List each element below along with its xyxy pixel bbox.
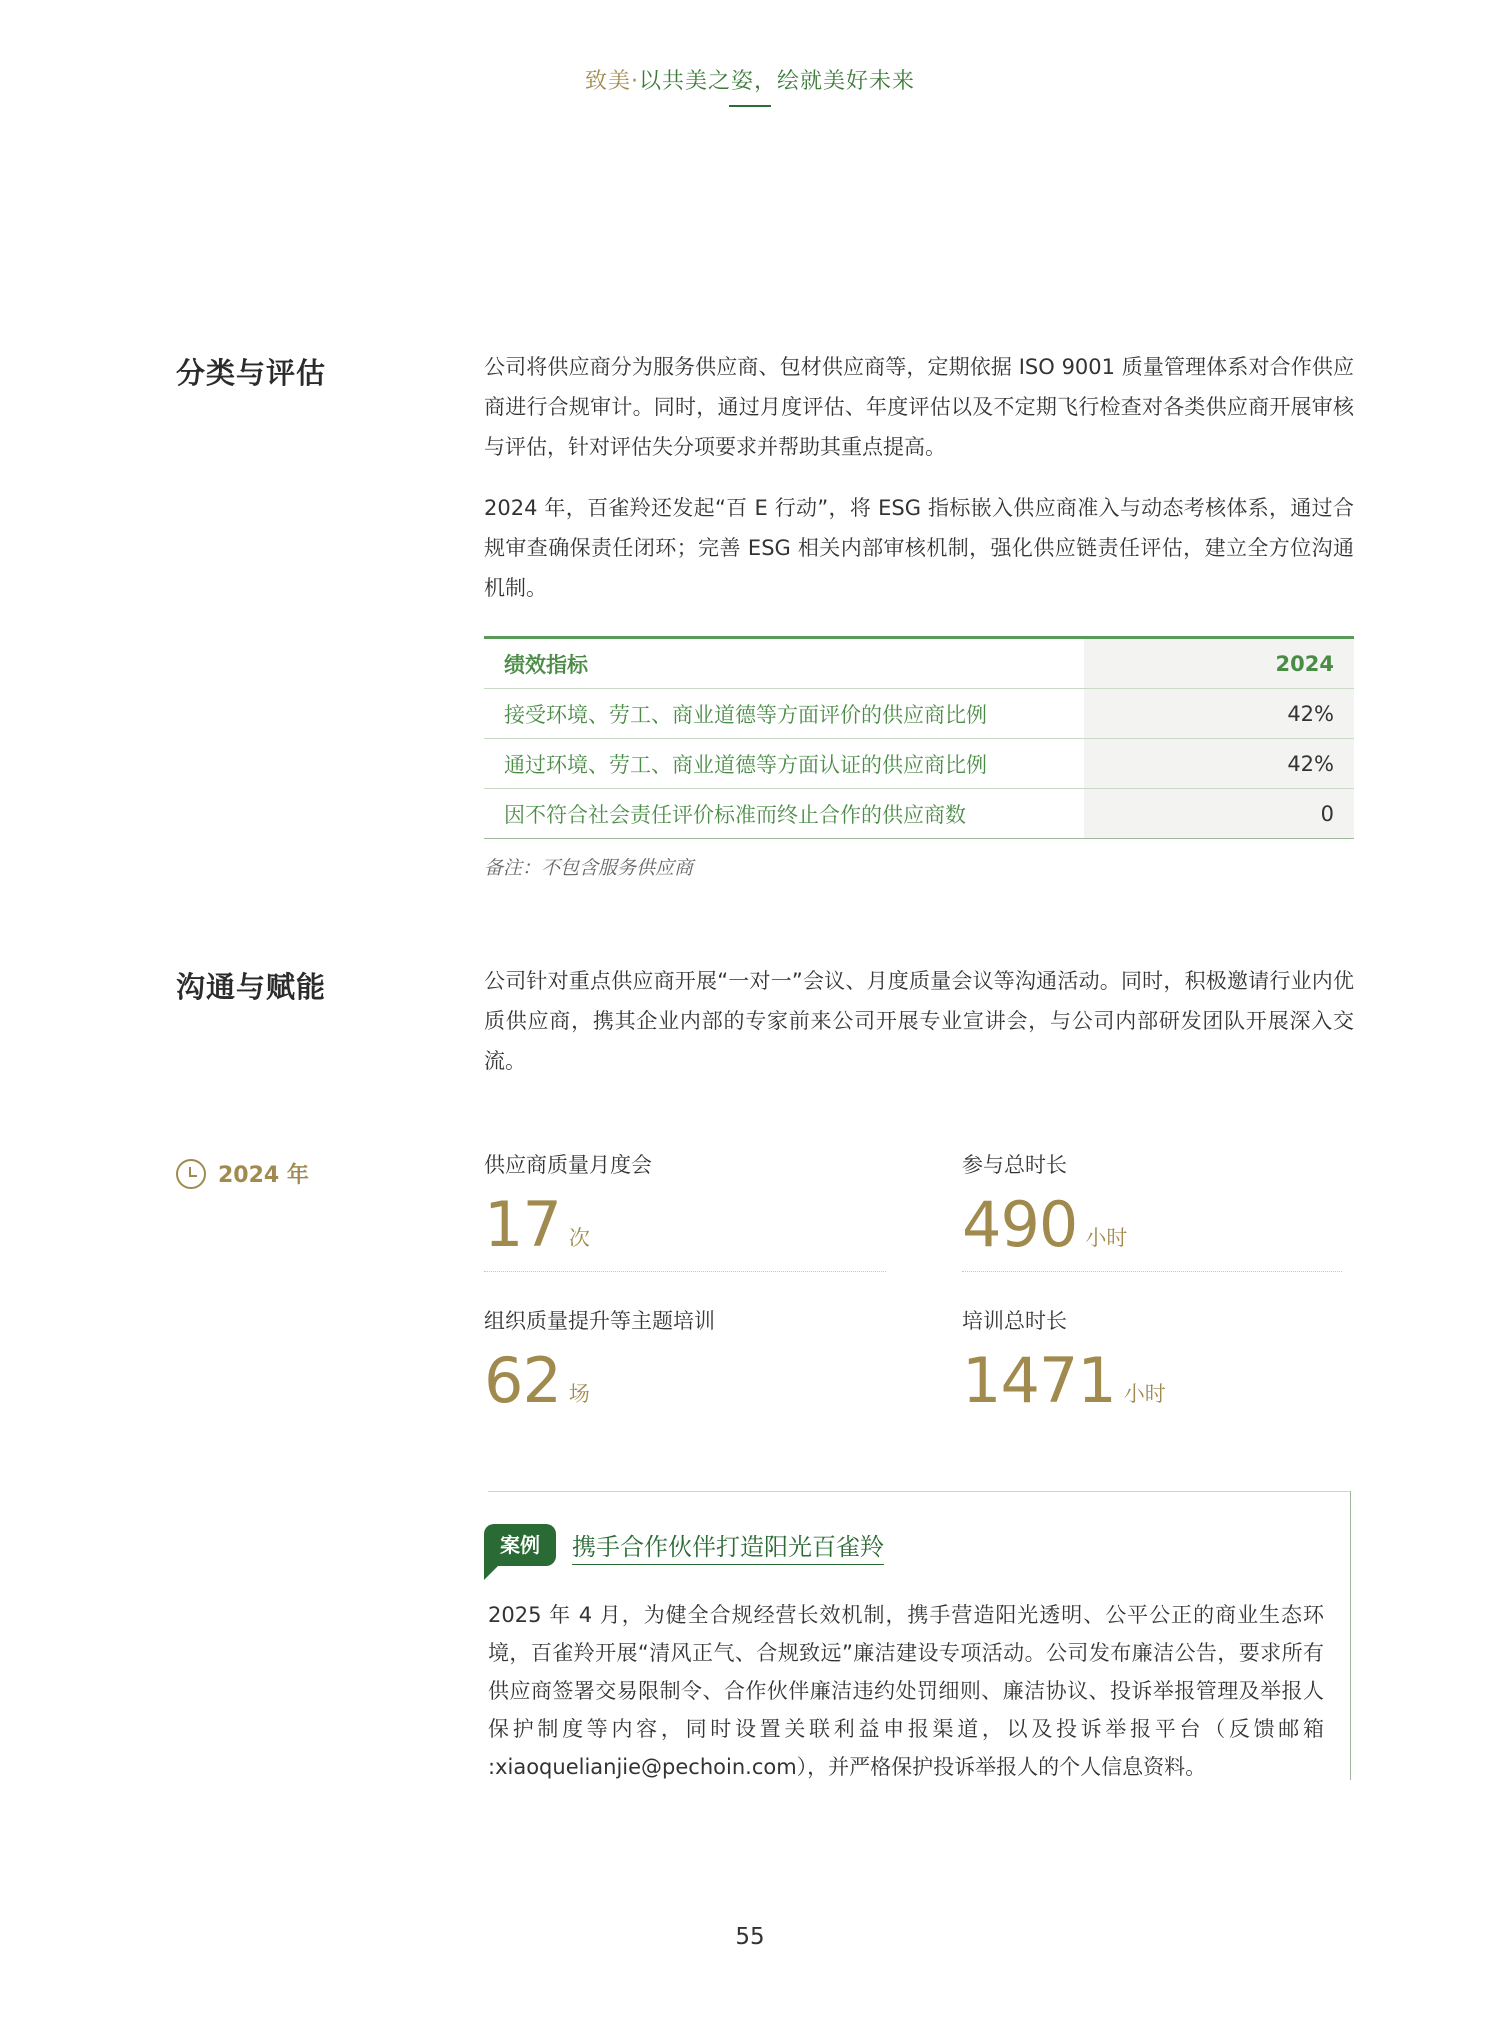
stat-training-hours [962, 1306, 1362, 1417]
running-header [0, 64, 1500, 95]
stat-training-sessions [484, 1306, 884, 1417]
case-study-box [488, 1491, 1351, 1780]
table-row [484, 689, 1354, 739]
clock-icon [176, 1159, 206, 1189]
table-cell-indicator: 接受环境、劳工、商业道德等方面评价的供应商比例 [484, 689, 1084, 739]
section2-paragraph: 公司针对重点供应商开展“一对一”会议、月度质量会议等沟通活动。同时，积极邀请行业内优质供应商，携其企业内部的专家前来公司开展专业宣讲会，与公司内部研发团队开展深入交流。 [484, 969, 1354, 1073]
table-row [484, 739, 1354, 789]
stat-divider [962, 1271, 1342, 1272]
section-title-classification: 分类与评估 [176, 356, 327, 390]
performance-table [484, 636, 1354, 839]
stat-label: 参与总时长 [962, 1153, 1067, 1177]
stat-unit: 小时 [1085, 1226, 1128, 1250]
year-label: 2024 年 [218, 1163, 309, 1188]
page-number: 55 [735, 1924, 765, 1950]
year-tag [176, 1158, 309, 1189]
table-cell-value: 42% [1084, 689, 1354, 739]
stat-unit: 场 [568, 1382, 590, 1406]
table-note: 备注：不包含服务供应商 [484, 857, 694, 879]
case-text: 2025 年 4 月，为健全合规经营长效机制，携手营造阳光透明、公平公正的商业生态环境，百雀羚开展“清风正气、合规致远”廉洁建设专项活动。公司发布廉洁公告，要求所有供应商签署交易限制令、合作伙伴廉洁违约处罚细则、廉洁协议、投诉举报管理及举报人保护制度等内容，同时设置关联利益申报渠道，以及投诉举报平台（反馈邮箱 :xiaoquelianjie@pechoin.com），并严格保护投诉举报人的个人信息资料。 [488, 1603, 1324, 1779]
section1-paragraph-2: 2024 年，百雀羚还发起“百 E 行动”，将 ESG 指标嵌入供应商准入与动态考核体系，通过合规审查确保责任闭环；完善 ESG 相关内部审核机制，强化供应链责任评估，建立全方位沟通机制。 [484, 496, 1354, 600]
stat-participation-hours [962, 1150, 1362, 1261]
stat-unit: 小时 [1123, 1382, 1166, 1406]
header-underline [729, 105, 771, 107]
case-badge: 案例 [484, 1524, 556, 1566]
stat-label: 供应商质量月度会 [484, 1153, 652, 1177]
stat-label: 培训总时长 [962, 1309, 1067, 1333]
stat-unit: 次 [568, 1226, 590, 1250]
table-header-year: 2024 [1084, 638, 1354, 689]
stat-value: 490 [962, 1188, 1078, 1261]
stat-value: 17 [484, 1188, 561, 1261]
stat-divider [484, 1271, 886, 1272]
stat-value: 62 [484, 1344, 561, 1417]
table-cell-value: 0 [1084, 789, 1354, 839]
section1-paragraph-1: 公司将供应商分为服务供应商、包材供应商等，定期依据 ISO 9001 质量管理体系对合作供应商进行合规审计。同时，通过月度评估、年度评估以及不定期飞行检查对各类供应商开展审核与评估，针对评估失分项要求并帮助其重点提高。 [484, 355, 1354, 459]
table-cell-indicator: 通过环境、劳工、商业道德等方面认证的供应商比例 [484, 739, 1084, 789]
header-slogan: 以共美之姿，绘就美好未来 [638, 69, 915, 94]
stat-monthly-meetings [484, 1150, 884, 1261]
table-row [484, 789, 1354, 839]
section-title-communication: 沟通与赋能 [176, 970, 327, 1004]
table-cell-value: 42% [1084, 739, 1354, 789]
stat-value: 1471 [962, 1344, 1116, 1417]
stat-label: 组织质量提升等主题培训 [484, 1309, 715, 1333]
table-header-indicator: 绩效指标 [484, 638, 1084, 689]
header-prefix: 致美· [584, 69, 639, 94]
case-title: 携手合作伙伴打造阳光百雀羚 [572, 1527, 884, 1565]
table-cell-indicator: 因不符合社会责任评价标准而终止合作的供应商数 [484, 789, 1084, 839]
table-header-row [484, 638, 1354, 689]
